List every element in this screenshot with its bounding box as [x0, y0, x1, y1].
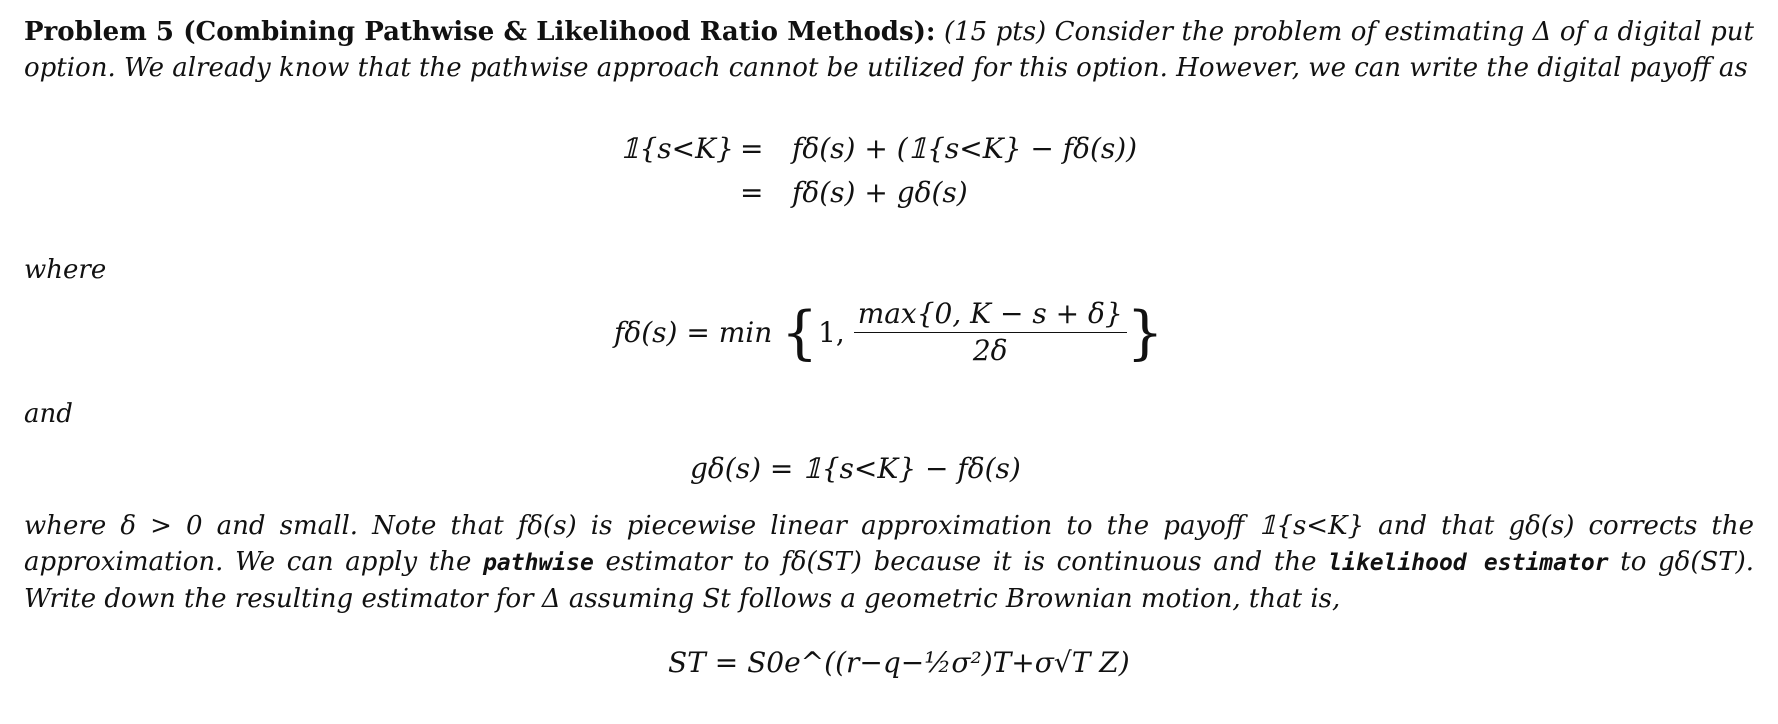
eq2-lhs: fδ(s) = min [614, 316, 773, 349]
text-and: and [24, 399, 73, 429]
eq1-line2-rhs: fδ(s) + gδ(s) [792, 176, 968, 209]
eq1-line1-rhs: fδ(s) + (𝟙{s<K} − fδ(s)) [792, 132, 1138, 165]
final-paragraph [24, 508, 1754, 617]
equation-payoff-decomposition [620, 132, 1140, 222]
eq2-denominator: 2δ [972, 334, 1008, 367]
final-text-part1: where δ > 0 and small. Note that fδ(s) is piecewise linear approximation to the payoff 𝟙{s<K} and that gδ(s) corrects the approximation. We can apply the [24, 511, 1754, 577]
equation-g-delta: gδ(s) = 𝟙{s<K} − fδ(s) [690, 452, 1021, 485]
problem-heading: Problem 5 (Combining Pathwise & Likelihood Ratio Methods): [24, 17, 936, 47]
likelihood-keyword: likelihood estimator [1328, 550, 1609, 576]
problem-intro-paragraph [24, 14, 1754, 86]
eq1-lhs: 𝟙{s<K} [620, 132, 734, 165]
eq1-equals-1: = [740, 132, 764, 165]
problem-points: (15 pts) [943, 17, 1047, 47]
eq2-numerator: max{0, K − s + δ} [854, 296, 1127, 333]
equation-gbm: ST = S0e^((r−q−½σ²)T+σ√T Z) [668, 646, 1130, 679]
problem-intro-text: Consider the problem of estimating Δ of a digital put option. We already know that the pathwise approach cannot be utilized for this option. However, we can write the digital payoff as [24, 17, 1755, 83]
final-text-part3: to gδ(ST). Write down the resulting estimator for Δ assuming St follows a geometric Brownian motion, that is, [24, 547, 1755, 614]
pathwise-keyword: pathwise [483, 550, 594, 576]
final-text-part2: estimator to fδ(ST) because it is continuous and the [605, 547, 1317, 577]
left-brace: { [781, 298, 819, 367]
eq1-equals-2: = [740, 176, 764, 209]
text-where: where [24, 255, 107, 285]
eq2-fraction [854, 296, 1127, 369]
right-brace: } [1126, 298, 1164, 367]
equation-f-delta: fδ(s) = min {1, $\frac{\max\{0, K - s + \delta\}}{2\delta}$ } [614, 297, 1164, 367]
